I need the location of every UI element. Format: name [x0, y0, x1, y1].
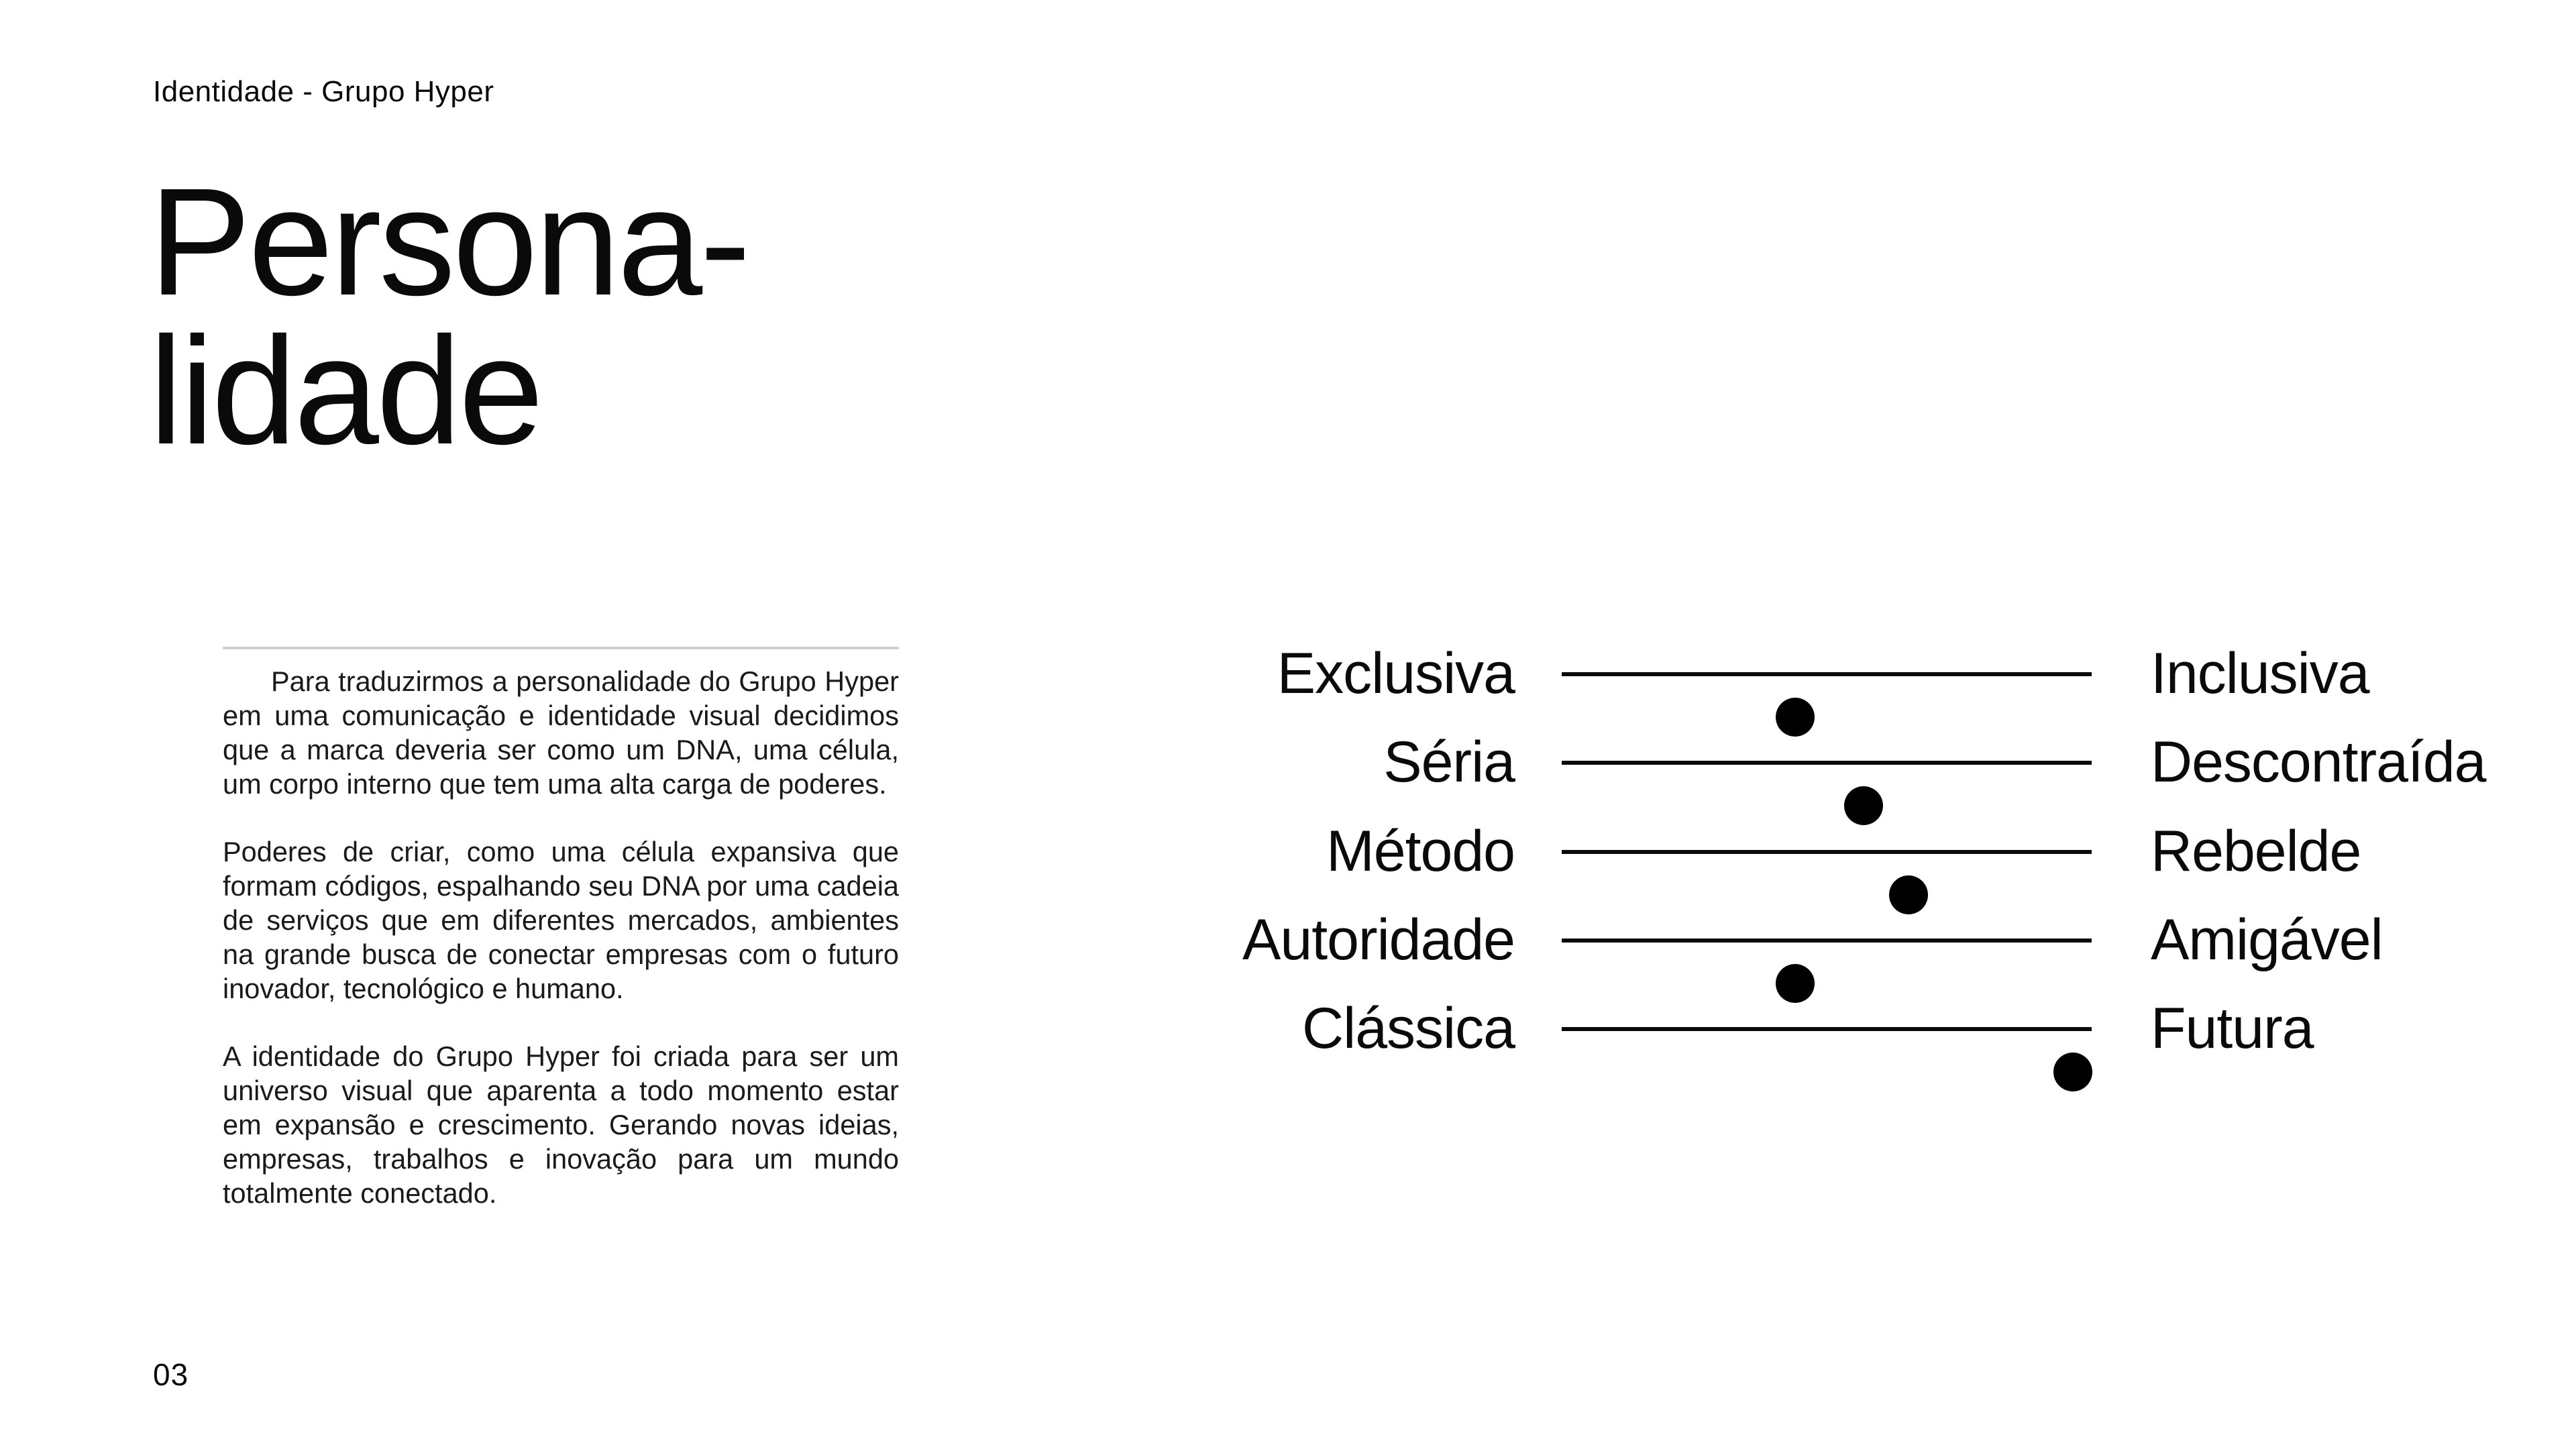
- body-paragraph: Para traduzirmos a personalidade do Grupo Hyper em uma comunicação e identidade visual decidimos que a marca deveria ser como um DNA, uma célula, um corpo interno que tem uma alta carga de poderes.: [223, 665, 899, 800]
- scale-label-right: Descontraída: [2151, 730, 2486, 794]
- scale-label-left: Séria: [1383, 730, 1515, 794]
- scale-track: [1562, 850, 2092, 854]
- page-title-line-1: Persona-: [149, 157, 749, 327]
- scale-row-classica-futura: [0, 984, 2576, 1073]
- scale-track: [1562, 1027, 2092, 1031]
- body-paragraph: Poderes de criar, como uma célula expansiva que formam códigos, espalhando seu DNA por uma cadeia de serviços que em diferentes mercados, ambientes na grande busca de conectar empresas com o futuro inovador, tecnológico e humano.: [223, 836, 899, 1004]
- scale-row-metodo-rebelde: [0, 807, 2576, 896]
- page-title-line-2: lidade: [149, 306, 541, 476]
- scale-label-left: Método: [1326, 819, 1515, 883]
- scale-label-right: Amigável: [2151, 908, 2383, 972]
- document-header: Identidade - Grupo Hyper: [153, 75, 494, 108]
- scale-label-left: Autoridade: [1242, 908, 1515, 972]
- scale-row-exclusiva-inclusiva: [0, 629, 2576, 718]
- scale-track: [1562, 761, 2092, 765]
- scale-label-right: Futura: [2151, 996, 2314, 1061]
- scale-row-seria-descontraida: [0, 718, 2576, 806]
- page-number: 03: [153, 1357, 189, 1392]
- scale-row-autoridade-amigavel: [0, 896, 2576, 984]
- scale-label-left: Exclusiva: [1277, 641, 1515, 706]
- scale-track: [1562, 672, 2092, 676]
- scale-track: [1562, 938, 2092, 943]
- scale-label-right: Rebelde: [2151, 819, 2361, 883]
- body-paragraph: A identidade do Grupo Hyper foi criada para ser um universo visual que aparenta a todo momento estar em expansão e crescimento. Gerando novas ideias, empresas, trabalhos e inovação para um mundo totalmente conectado.: [223, 1040, 899, 1209]
- scale-label-right: Inclusiva: [2151, 641, 2369, 706]
- scale-label-left: Clássica: [1302, 996, 1515, 1061]
- scale-marker: [2053, 1053, 2092, 1091]
